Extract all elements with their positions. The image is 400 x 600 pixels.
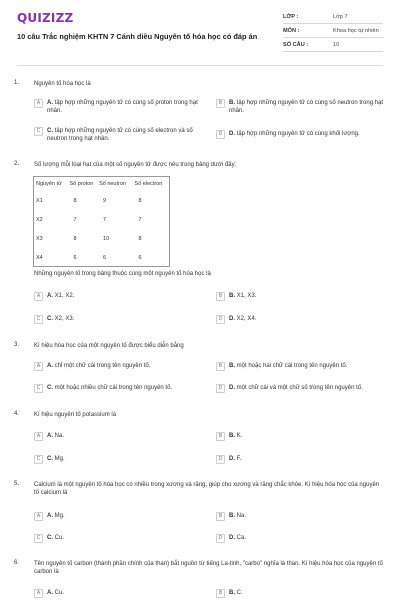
- option-letter: D: [216, 384, 225, 393]
- table-cell: 8: [138, 197, 142, 204]
- question-text: Kí hiệu nguyên tố potassium là: [34, 412, 117, 418]
- table-cell: 9: [103, 197, 107, 204]
- option-c[interactable]: [34, 127, 214, 143]
- table-cell: X1: [36, 197, 43, 204]
- option-text: C.: [236, 590, 243, 596]
- table-cell: 8: [138, 235, 142, 242]
- table-header: [34, 177, 169, 191]
- option-text: tập hợp những nguyên tử có cùng số neutron trong hạt nhân.: [229, 100, 384, 114]
- option-text: một hoặc nhiều chữ cái trong tên nguyên tố.: [54, 385, 173, 391]
- meta-row-class: [283, 10, 383, 24]
- option-b[interactable]: [216, 512, 386, 521]
- option-text: X2, X4.: [236, 316, 257, 322]
- option-letter: A: [34, 432, 43, 441]
- option-text: Mg.: [54, 456, 65, 462]
- option-b[interactable]: [216, 362, 388, 371]
- option-c[interactable]: [34, 534, 204, 543]
- worksheet-header: [0, 0, 400, 66]
- question-text: Tên nguyên tố carbon (thành phần chính của than) bắt nguồn từ tiếng La-tinh, "carbo" nghĩa là than. Kí hiệu hóa học của nguyên tố carbon là: [34, 561, 383, 575]
- option-label: B.: [229, 590, 235, 596]
- option-letter: C: [34, 455, 43, 464]
- option-letter: B: [216, 432, 225, 441]
- option-b[interactable]: [216, 292, 386, 301]
- question-number: 3.: [14, 342, 20, 348]
- option-text: Mg.: [54, 513, 65, 519]
- option-label: B.: [229, 513, 235, 519]
- table-header-cell: Số proton: [69, 181, 94, 187]
- question-number: 4.: [14, 411, 20, 417]
- option-d[interactable]: [216, 130, 388, 139]
- option-label: B.: [229, 293, 235, 299]
- table-cell: 7: [138, 216, 142, 223]
- option-text: Ca.: [236, 535, 247, 541]
- option-letter: A: [34, 589, 43, 598]
- option-b[interactable]: [216, 99, 386, 115]
- option-a[interactable]: [34, 292, 204, 301]
- option-label: D.: [229, 385, 235, 391]
- option-letter: A: [34, 512, 43, 521]
- option-label: B.: [229, 100, 235, 106]
- option-a[interactable]: [34, 99, 204, 115]
- option-d[interactable]: [216, 534, 386, 543]
- option-label: A.: [47, 513, 53, 519]
- option-label: C.: [47, 535, 53, 541]
- table-row: [34, 191, 169, 210]
- option-label: A.: [47, 590, 53, 596]
- option-b[interactable]: [216, 432, 386, 441]
- question-number: 5.: [14, 481, 20, 487]
- option-letter: C: [34, 127, 43, 136]
- option-letter: D: [216, 315, 225, 324]
- question-text: Kí hiệu hóa học của một nguyên tố được biểu diễn bằng: [34, 343, 184, 349]
- table-cell: 8: [73, 235, 77, 242]
- table-row: [34, 229, 169, 248]
- option-letter: A: [34, 99, 43, 108]
- option-text: X2, X3.: [54, 316, 75, 322]
- worksheet-title: 10 câu Trắc nghiệm KHTN 7 Cánh diều Nguyên tố hóa học có đáp án: [17, 32, 258, 41]
- option-label: C.: [47, 385, 53, 391]
- option-c[interactable]: [34, 455, 204, 464]
- question-number: 6.: [14, 560, 20, 566]
- meta-key: LỚP :: [283, 13, 299, 20]
- option-c[interactable]: [34, 384, 214, 393]
- option-label: A.: [47, 293, 53, 299]
- option-label: B.: [229, 363, 235, 369]
- option-d[interactable]: [216, 384, 390, 393]
- table-cell: 6: [103, 254, 107, 261]
- option-b[interactable]: [216, 589, 386, 598]
- table-header-cell: Nguyên tử: [36, 181, 62, 187]
- option-letter: B: [216, 512, 225, 521]
- option-text: F.: [236, 456, 242, 462]
- option-text: một chữ cái và một chữ số trong tên nguyên tố.: [236, 385, 363, 391]
- option-label: D.: [229, 456, 235, 462]
- option-text: K.: [236, 433, 243, 439]
- option-letter: A: [34, 292, 43, 301]
- option-text: Na.: [54, 433, 65, 439]
- header-divider: [17, 65, 383, 66]
- option-text: Na.: [236, 513, 247, 519]
- option-label: D.: [229, 131, 235, 137]
- option-label: D.: [229, 316, 235, 322]
- option-label: C.: [47, 128, 53, 134]
- option-text: Cu.: [54, 590, 65, 596]
- option-letter: C: [34, 534, 43, 543]
- option-letter: C: [34, 384, 43, 393]
- meta-value: Lớp 7: [333, 13, 348, 20]
- particle-table: [33, 176, 170, 267]
- option-label: A.: [47, 363, 53, 369]
- option-text: tập hợp những nguyên tử có cùng số electron và số neutron trong hạt nhân.: [47, 128, 193, 142]
- question-number: 2.: [14, 161, 20, 167]
- table-cell: 7: [103, 216, 107, 223]
- table-cell: 8: [73, 197, 77, 204]
- option-label: A.: [47, 100, 53, 106]
- table-row: [34, 248, 169, 267]
- option-letter: B: [216, 99, 225, 108]
- option-label: A.: [47, 433, 53, 439]
- option-a[interactable]: [34, 432, 204, 441]
- option-a[interactable]: [34, 362, 214, 371]
- meta-key: SỐ CÂU :: [283, 41, 309, 48]
- option-letter: B: [216, 589, 225, 598]
- option-letter: D: [216, 455, 225, 464]
- question-text: Nguyên tố hóa học là: [34, 81, 91, 87]
- table-cell: X2: [36, 216, 43, 223]
- option-text: một hoặc hai chữ cái trong tên nguyên tố.: [236, 363, 348, 369]
- option-letter: A: [34, 362, 43, 371]
- option-a[interactable]: [34, 589, 204, 598]
- option-d[interactable]: [216, 455, 386, 464]
- option-text: X1, X2.: [54, 293, 75, 299]
- question-followup-text: Những nguyên tố trong bảng thuộc cùng một nguyên tố hóa học là: [34, 271, 211, 277]
- question-number: 1.: [14, 80, 20, 86]
- table-cell: 7: [73, 216, 77, 223]
- question-text: Calcium là một nguyên tố hóa học có nhiều trong xương và răng, giúp cho xương và răng chắc khỏe. Kí hiệu hóa học của nguyên tố calcium là: [34, 482, 380, 496]
- table-cell: 6: [138, 254, 142, 261]
- option-letter: B: [216, 292, 225, 301]
- meta-key: MÔN :: [283, 27, 300, 34]
- table-cell: 6: [73, 254, 77, 261]
- table-header-cell: Số electron: [134, 181, 163, 187]
- meta-row-subject: [283, 24, 383, 38]
- option-text: X1, X3.: [236, 293, 257, 299]
- table-row: [34, 210, 169, 229]
- table-cell: 10: [103, 235, 110, 242]
- worksheet-meta: [283, 10, 383, 52]
- option-c[interactable]: [34, 315, 204, 324]
- option-label: D.: [229, 535, 235, 541]
- meta-row-count: [283, 38, 383, 52]
- meta-value: 10: [333, 41, 340, 48]
- quizizz-logo: QUIZIZZ: [17, 11, 74, 25]
- option-label: C.: [47, 316, 53, 322]
- option-letter: B: [216, 362, 225, 371]
- table-cell: X4: [36, 254, 43, 261]
- option-a[interactable]: [34, 512, 204, 521]
- option-d[interactable]: [216, 315, 386, 324]
- option-text: tập hợp những nguyên tử có cùng số proton trong hạt nhân.: [47, 100, 198, 114]
- question-text: Số lượng mỗi loại hạt của một số nguyên tử được nêu trong bảng dưới đây:: [34, 162, 237, 168]
- option-letter: C: [34, 315, 43, 324]
- option-text: chỉ một chữ cái trong tên nguyên tố.: [54, 363, 151, 369]
- table-header-cell: Số neutron: [99, 181, 126, 187]
- option-text: Cu.: [54, 535, 65, 541]
- option-letter: D: [216, 130, 225, 139]
- option-letter: D: [216, 534, 225, 543]
- option-label: C.: [47, 456, 53, 462]
- meta-value: Khoa học tự nhiên: [333, 27, 379, 34]
- table-cell: X3: [36, 235, 43, 242]
- option-text: tập hợp những nguyên tử có cùng khối lượng.: [236, 131, 360, 137]
- option-label: B.: [229, 433, 235, 439]
